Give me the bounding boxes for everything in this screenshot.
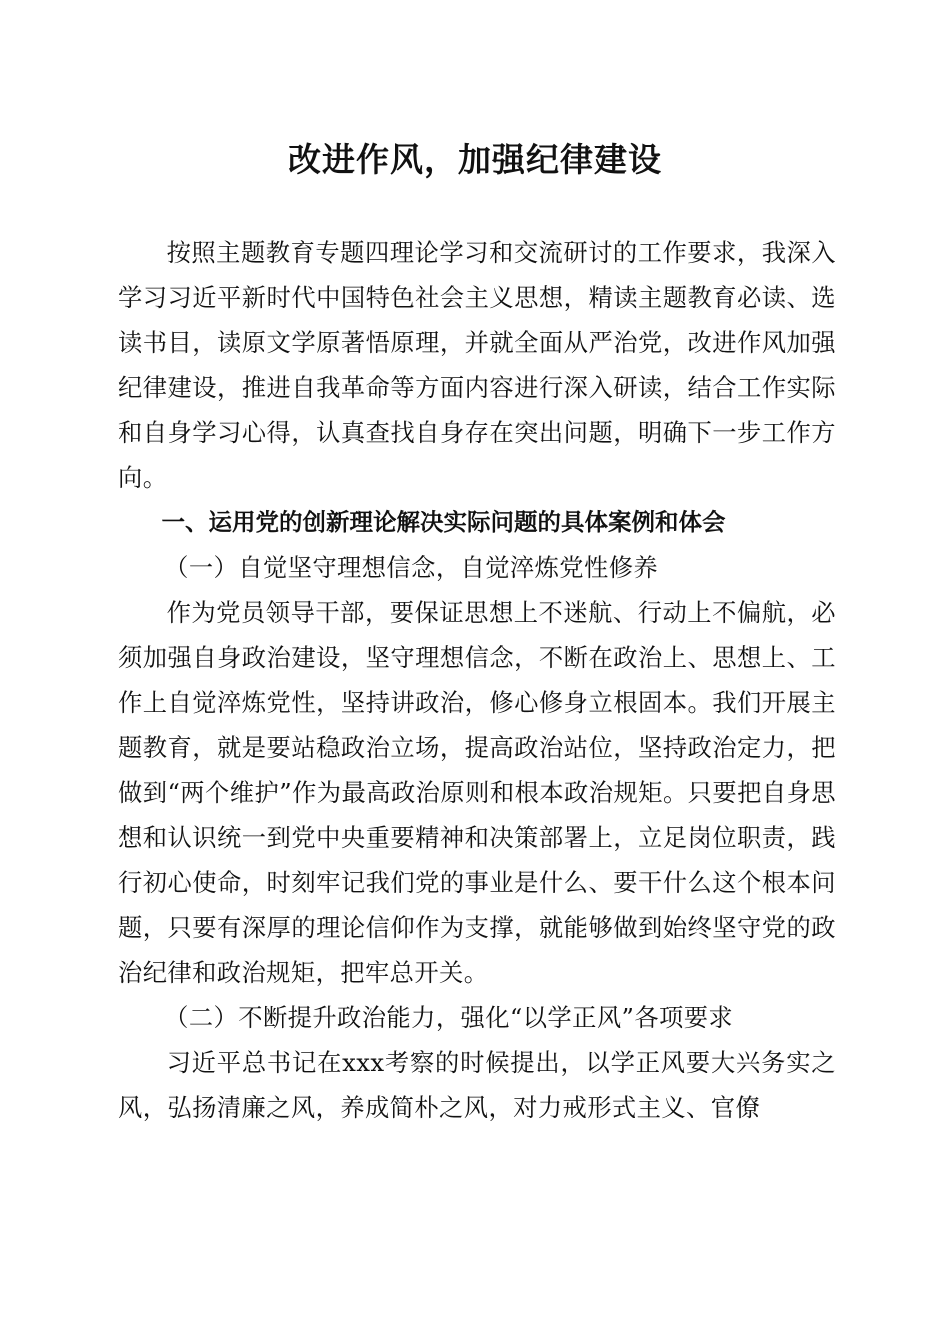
section-1-heading: 一、运用党的创新理论解决实际问题的具体案例和体会 <box>161 508 726 536</box>
subsection-2-paragraph: 习近平总书记在xxx考察的时候提出，以学正风要大兴务实之风，弘扬清廉之风，养成简朴之风，对力戒形式主义、官僚 <box>118 1048 836 1122</box>
subsection-1-paragraph: 作为党员领导干部，要保证思想上不迷航、行动上不偏航，必须加强自身政治建设，坚守理想信念，不断在政治上、思想上、工作上自觉淬炼党性，坚持讲政治，修心修身立根固本。我们开展主题教育，就是要站稳政治立场，提高政治站位，坚持政治定力，把做到“两个维护”作为最高政治原则和根本政治规矩。只要把自身思想和认识统一到党中央重要精神和决策部署上，立足岗位职责，践行初心使命，时刻牢记我们党的事业是什么、要干什么这个根本问题，只要有深厚的理论信仰作为支撑，就能够做到始终坚守党的政治纪律和政治规矩，把牢总开关。 <box>118 598 836 987</box>
subsection-2-heading: （二）不断提升政治能力，强化“以学正风”各项要求 <box>164 1003 734 1032</box>
document-body <box>118 230 836 1130</box>
intro-paragraph: 按照主题教育专题四理论学习和交流研讨的工作要求，我深入学习习近平新时代中国特色社会主义思想，精读主题教育必读、选读书目，读原文学原著悟原理，并就全面从严治党，改进作风加强纪律建设，推进自我革命等方面内容进行深入研读，结合工作实际和自身学习心得，认真查找自身存在突出问题，明确下一步工作方向。 <box>118 238 836 492</box>
document-title: 改进作风，加强纪律建设 <box>288 140 662 179</box>
subsection-1-heading: （一）自觉坚守理想信念，自觉淬炼党性修养 <box>164 553 659 582</box>
